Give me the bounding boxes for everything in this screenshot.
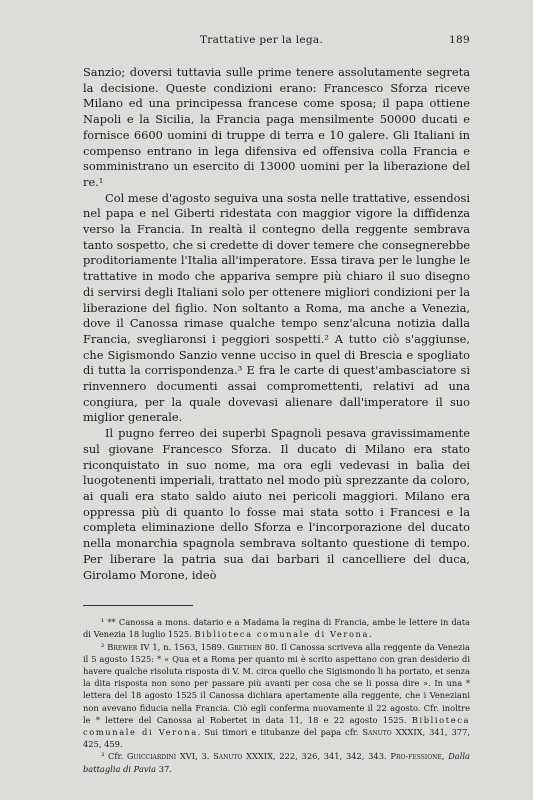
footnote-1-end: . [369,629,372,640]
footnote-3-mark: ³ Cfr. [101,751,127,762]
footnote-2-archive: Biblioteca comunale di Verona [83,714,470,738]
page-number: 189 [449,34,470,46]
paragraph-2: Col mese d'agosto seguiva una sosta nelle trattative, essendosi nel papa e nel Giberti ridestata con maggior vigore la diffidenza verso la Francia. In realtà il contegno della reggente sembrava tanto sospetto, che si credette di dover temere che consegnerebbe proditoriamente l'Italia all'imperatore. Essa tirava per le lunghe le trattative in modo che appariva sempre più chiaro il suo disegno di servirsi degli Italiani solo per ottenere migliori condizioni per la liberazione del figlio. Non soltanto a Roma, ma anche a Venezia, dove il Canossa rimase qualche tempo senz'alcuna notizia dalla Francia, svegliaronsi i peggiori sospetti.² A tutto ciò s'aggiunse, che Sigismondo Sanzio venne ucciso in quel di Brescia e spogliato di tutta la corrispondenza.³ E fra le carte di quest'ambasciatore si rinvennero documenti assai compromettenti, relativi ad una congiura, per la quale dovevasi alienare dall'imperatore il suo miglior generale. [83,190,470,425]
footnote-2-text-d: XXXIX, 341, 377, 425, 459. [83,727,470,750]
footnote-1 [83,616,470,640]
footnotes [83,616,470,775]
footnote-2-author-brewer: Brewer [107,641,138,652]
footnote-3-work-title: Dalla battaglia di Pavia [83,751,470,774]
footnote-3-author-professione: Pro-fessione [390,751,442,762]
footnote-2-text-c: . Sui timori e titubanze del papa cfr. [197,727,363,738]
footnote-1-archive: Biblioteca comunale di Verona [194,629,370,640]
footnote-3-author-sanuto: Sanuto [213,751,243,762]
footnote-2-text-b: 80. Il Canossa scriveva alla reggente da Venezia il 5 agosto 1525: * « Qua et a Roma per quanto mi è scrito aspettano con gran desiderio di havere qualche risoluta risposta di V. M. circa quello che Sigismondo li ha portato, et senza la dita risposta non sono per passare più avanti per cosa che se li possa dire ». In una * lettera del 18 agosto 1525 il Canossa dichiara apertamente alla reggente, che i Veneziani non avevano fiducia nella Francia. Ciò egli conferma nuovamente il 22 agosto. Cfr. inoltre le * lettere del Canossa al Robertet in data 11, 18 e 22 agosto 1525. [83,641,470,725]
paragraph-3: Il pugno ferreo dei superbi Spagnoli pesava gravissimamente sul giovane Francesco Sforza. Il ducato di Milano era stato riconquistato in suo nome, ma ora egli vedevasi in balìa dei luogotenenti imperiali, trattato nel modo più sprezzante da coloro, ai quali era stato saldo aiuto nei pericoli maggiori. Milano era oppressa più di quanto lo fosse mai stata sotto i Francesi e la completa eliminazione dello Sforza e l'incorporazione del ducato nella monarchia spagnola sembrava soltanto questione di tempo. Per liberare la patria sua dai barbari il cancelliere del duca, Girolamo Morone, ideò [83,426,470,582]
footnote-3-author-guicciardini: Guicciardini [126,751,177,762]
main-text [83,65,470,583]
footnote-1-text: ¹ ** Canossa a mons. datario e a Madama la regina di Francia, ambe le lettere in data di Venezia 18 luglio 1525. [83,617,470,640]
footnote-3-text-d: 37. [156,763,172,774]
footnote-2 [83,641,470,751]
footnote-3-text-b: XXXIX, 222, 326, 341, 342, 343. [242,751,391,762]
footnote-separator [83,605,193,606]
footnote-2-mark: ² [101,641,108,652]
running-header [83,34,470,50]
footnote-2-author-sanuto: Sanuto [362,727,392,738]
paragraph-1: Sanzio; doversi tuttavia sulle prime tenere assolutamente segreta la decisione. Queste condizioni erano: Francesco Sforza riceve Milano ed una principessa francese come sposa; il papa ottiene Napoli e la Sicilia, la Francia paga mensilmente 50000 ducati e fornisce 6600 uomini di truppe di terra e 10 galere. Gli Italiani in compenso entrano in lega difensiva ed offensiva colla Francia e somministrano un esercito di 13000 uomini per la liberazione del re.¹ [83,65,470,189]
footnote-3 [83,750,470,774]
footnote-3-text-c: , [441,751,449,762]
footnote-2-author-grethen: Grethen [227,641,262,652]
footnote-3-text-a: XVI, 3. [176,751,214,762]
footnote-2-text-a: IV 1, n. 1563, 1589. [137,641,228,652]
running-title: Trattative per la lega. [200,34,324,46]
